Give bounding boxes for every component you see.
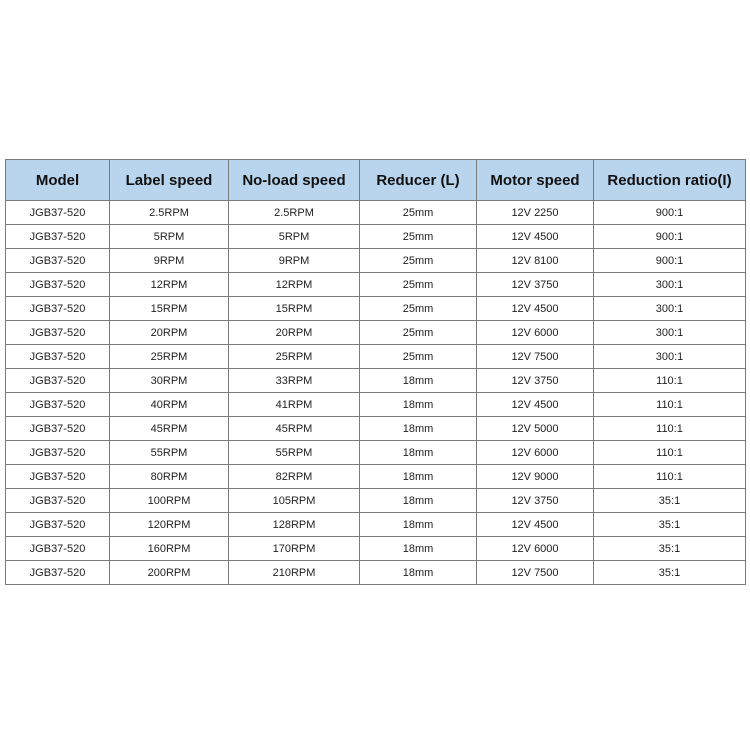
spec-table-container bbox=[5, 159, 745, 585]
reduction-ratio-cell: 110:1 bbox=[594, 393, 746, 417]
model-cell: JGB37-520 bbox=[6, 321, 110, 345]
label-speed-cell: 80RPM bbox=[110, 465, 229, 489]
label-speed-cell: 5RPM bbox=[110, 225, 229, 249]
label-speed-cell: 20RPM bbox=[110, 321, 229, 345]
column-header-motor-speed: Motor speed bbox=[477, 160, 594, 201]
reduction-ratio-cell: 110:1 bbox=[594, 369, 746, 393]
table-row bbox=[6, 345, 746, 369]
reducer-cell: 18mm bbox=[360, 393, 477, 417]
column-header-label-speed: Label speed bbox=[110, 160, 229, 201]
reduction-ratio-cell: 110:1 bbox=[594, 441, 746, 465]
reducer-cell: 18mm bbox=[360, 513, 477, 537]
label-speed-cell: 12RPM bbox=[110, 273, 229, 297]
model-cell: JGB37-520 bbox=[6, 393, 110, 417]
no-load-speed-cell: 45RPM bbox=[229, 417, 360, 441]
table-row bbox=[6, 393, 746, 417]
motor-speed-cell: 12V 4500 bbox=[477, 297, 594, 321]
motor-spec-table bbox=[5, 159, 746, 585]
reduction-ratio-cell: 35:1 bbox=[594, 537, 746, 561]
reduction-ratio-cell: 300:1 bbox=[594, 273, 746, 297]
label-speed-cell: 30RPM bbox=[110, 369, 229, 393]
reducer-cell: 25mm bbox=[360, 201, 477, 225]
no-load-speed-cell: 33RPM bbox=[229, 369, 360, 393]
label-speed-cell: 45RPM bbox=[110, 417, 229, 441]
reduction-ratio-cell: 900:1 bbox=[594, 249, 746, 273]
label-speed-cell: 55RPM bbox=[110, 441, 229, 465]
column-header-model: Model bbox=[6, 160, 110, 201]
reducer-cell: 18mm bbox=[360, 441, 477, 465]
motor-speed-cell: 12V 7500 bbox=[477, 561, 594, 585]
model-cell: JGB37-520 bbox=[6, 225, 110, 249]
label-speed-cell: 9RPM bbox=[110, 249, 229, 273]
reduction-ratio-cell: 900:1 bbox=[594, 225, 746, 249]
no-load-speed-cell: 41RPM bbox=[229, 393, 360, 417]
reducer-cell: 18mm bbox=[360, 489, 477, 513]
model-cell: JGB37-520 bbox=[6, 273, 110, 297]
no-load-speed-cell: 5RPM bbox=[229, 225, 360, 249]
reduction-ratio-cell: 110:1 bbox=[594, 417, 746, 441]
reduction-ratio-cell: 35:1 bbox=[594, 561, 746, 585]
reducer-cell: 25mm bbox=[360, 225, 477, 249]
no-load-speed-cell: 15RPM bbox=[229, 297, 360, 321]
motor-speed-cell: 12V 5000 bbox=[477, 417, 594, 441]
motor-speed-cell: 12V 4500 bbox=[477, 513, 594, 537]
table-row bbox=[6, 201, 746, 225]
label-speed-cell: 100RPM bbox=[110, 489, 229, 513]
table-row bbox=[6, 441, 746, 465]
table-row bbox=[6, 249, 746, 273]
table-row bbox=[6, 225, 746, 249]
motor-speed-cell: 12V 3750 bbox=[477, 489, 594, 513]
table-body bbox=[6, 201, 746, 585]
column-header-reduction-ratio: Reduction ratio(I) bbox=[594, 160, 746, 201]
label-speed-cell: 120RPM bbox=[110, 513, 229, 537]
reducer-cell: 25mm bbox=[360, 345, 477, 369]
table-row bbox=[6, 273, 746, 297]
table-row bbox=[6, 513, 746, 537]
motor-speed-cell: 12V 3750 bbox=[477, 369, 594, 393]
motor-speed-cell: 12V 6000 bbox=[477, 441, 594, 465]
column-header-reducer: Reducer (L) bbox=[360, 160, 477, 201]
model-cell: JGB37-520 bbox=[6, 441, 110, 465]
reduction-ratio-cell: 300:1 bbox=[594, 297, 746, 321]
model-cell: JGB37-520 bbox=[6, 489, 110, 513]
model-cell: JGB37-520 bbox=[6, 201, 110, 225]
reducer-cell: 25mm bbox=[360, 249, 477, 273]
column-header-no-load-speed: No-load speed bbox=[229, 160, 360, 201]
motor-speed-cell: 12V 6000 bbox=[477, 537, 594, 561]
model-cell: JGB37-520 bbox=[6, 537, 110, 561]
reduction-ratio-cell: 300:1 bbox=[594, 345, 746, 369]
model-cell: JGB37-520 bbox=[6, 345, 110, 369]
model-cell: JGB37-520 bbox=[6, 561, 110, 585]
motor-speed-cell: 12V 4500 bbox=[477, 225, 594, 249]
model-cell: JGB37-520 bbox=[6, 369, 110, 393]
table-header-row bbox=[6, 160, 746, 201]
table-row bbox=[6, 321, 746, 345]
motor-speed-cell: 12V 9000 bbox=[477, 465, 594, 489]
reduction-ratio-cell: 35:1 bbox=[594, 489, 746, 513]
label-speed-cell: 2.5RPM bbox=[110, 201, 229, 225]
model-cell: JGB37-520 bbox=[6, 297, 110, 321]
no-load-speed-cell: 12RPM bbox=[229, 273, 360, 297]
table-row bbox=[6, 561, 746, 585]
motor-speed-cell: 12V 2250 bbox=[477, 201, 594, 225]
table-row bbox=[6, 489, 746, 513]
reducer-cell: 25mm bbox=[360, 273, 477, 297]
table-row bbox=[6, 465, 746, 489]
reduction-ratio-cell: 110:1 bbox=[594, 465, 746, 489]
no-load-speed-cell: 170RPM bbox=[229, 537, 360, 561]
motor-speed-cell: 12V 6000 bbox=[477, 321, 594, 345]
label-speed-cell: 40RPM bbox=[110, 393, 229, 417]
reducer-cell: 18mm bbox=[360, 537, 477, 561]
no-load-speed-cell: 105RPM bbox=[229, 489, 360, 513]
model-cell: JGB37-520 bbox=[6, 249, 110, 273]
reducer-cell: 18mm bbox=[360, 417, 477, 441]
label-speed-cell: 160RPM bbox=[110, 537, 229, 561]
table-row bbox=[6, 537, 746, 561]
model-cell: JGB37-520 bbox=[6, 465, 110, 489]
reduction-ratio-cell: 900:1 bbox=[594, 201, 746, 225]
reducer-cell: 25mm bbox=[360, 297, 477, 321]
no-load-speed-cell: 25RPM bbox=[229, 345, 360, 369]
table-row bbox=[6, 417, 746, 441]
table-row bbox=[6, 297, 746, 321]
motor-speed-cell: 12V 7500 bbox=[477, 345, 594, 369]
no-load-speed-cell: 55RPM bbox=[229, 441, 360, 465]
no-load-speed-cell: 210RPM bbox=[229, 561, 360, 585]
no-load-speed-cell: 2.5RPM bbox=[229, 201, 360, 225]
label-speed-cell: 25RPM bbox=[110, 345, 229, 369]
reducer-cell: 18mm bbox=[360, 561, 477, 585]
model-cell: JGB37-520 bbox=[6, 513, 110, 537]
label-speed-cell: 200RPM bbox=[110, 561, 229, 585]
reducer-cell: 25mm bbox=[360, 321, 477, 345]
no-load-speed-cell: 9RPM bbox=[229, 249, 360, 273]
reducer-cell: 18mm bbox=[360, 369, 477, 393]
table-row bbox=[6, 369, 746, 393]
motor-speed-cell: 12V 4500 bbox=[477, 393, 594, 417]
reduction-ratio-cell: 300:1 bbox=[594, 321, 746, 345]
label-speed-cell: 15RPM bbox=[110, 297, 229, 321]
motor-speed-cell: 12V 3750 bbox=[477, 273, 594, 297]
no-load-speed-cell: 82RPM bbox=[229, 465, 360, 489]
motor-speed-cell: 12V 8100 bbox=[477, 249, 594, 273]
no-load-speed-cell: 20RPM bbox=[229, 321, 360, 345]
model-cell: JGB37-520 bbox=[6, 417, 110, 441]
reduction-ratio-cell: 35:1 bbox=[594, 513, 746, 537]
no-load-speed-cell: 128RPM bbox=[229, 513, 360, 537]
reducer-cell: 18mm bbox=[360, 465, 477, 489]
